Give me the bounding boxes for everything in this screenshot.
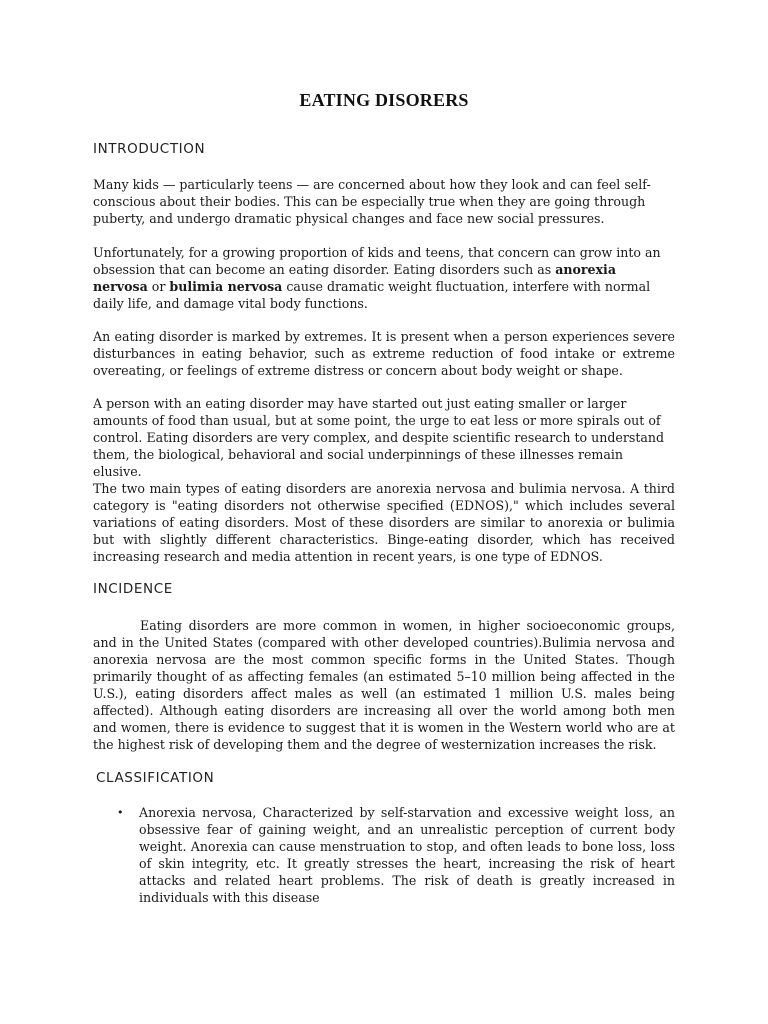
intro-paragraph-2-text-b: or <box>147 279 170 294</box>
intro-paragraph-2 <box>93 244 675 312</box>
intro-paragraph-2-text-c: cause dramatic weight fluctuation, interfere with normal daily life, and damage vital body functions. <box>93 279 651 311</box>
term-bulimia-nervosa: bulimia nervosa <box>169 279 283 294</box>
list-item <box>93 804 675 906</box>
incidence-paragraph: Eating disorders are more common in women, in higher socioeconomic groups, and in the United States (compared with other developed countries).Bulimia nervosa and anorexia nervosa are the most common specific forms in the United States. Though primarily thought of as affecting females (an estimated 5–10 million being affected in the U.S.), eating disorders affect males as well (an estimated 1 million U.S. males being affected). Although eating disorders are increasing all over the world among both men and women, there is evidence to suggest that it is women in the Western world who are at the highest risk of developing them and the degree of westernization increases the risk. <box>93 618 675 752</box>
intro-paragraph-4: A person with an eating disorder may have started out just eating smaller or larger amounts of food than usual, but at some point, the urge to eat less or more spirals out of control. Eating disorders are very complex, and despite scientific research to understand them, the biological, behavioral and social underpinnings of these illnesses remain elusive. <box>93 396 665 479</box>
intro-paragraph-1: Many kids — particularly teens — are concerned about how they look and can feel self-conscious about their bodies. This can be especially true when they are going through puberty, and undergo dramatic physical changes and face new social pressures. <box>93 177 651 226</box>
intro-paragraph-2-text-a: Unfortunately, for a growing proportion of kids and teens, that concern can grow into an obsession that can become an eating disorder. Eating disorders such as <box>93 245 661 277</box>
classification-list <box>93 804 675 906</box>
heading-introduction: INTRODUCTION <box>93 141 206 157</box>
heading-classification: CLASSIFICATION <box>96 770 215 786</box>
term-anorexia-nervosa: anorexia nervosa <box>93 262 617 294</box>
heading-incidence: INCIDENCE <box>93 581 173 597</box>
list-item-text: Anorexia nervosa, Characterized by self-starvation and excessive weight loss, an obsessive fear of gaining weight, and an unrealistic perception of current body weight. Anorexia can cause menstruation to stop, and often leads to bone loss, loss of skin integrity, etc. It greatly stresses the heart, increasing the risk of heart attacks and related heart problems. The risk of death is greatly increased in individuals with this disease <box>139 805 675 905</box>
document-title: EATING DISORERS <box>299 90 469 110</box>
intro-paragraph-3: An eating disorder is marked by extremes. It is present when a person experiences severe disturbances in eating behavior, such as extreme reduction of food intake or extreme overeating, or feelings of extreme distress or concern about body weight or shape. <box>93 329 675 378</box>
intro-paragraph-5: The two main types of eating disorders are anorexia nervosa and bulimia nervosa. A third category is "eating disorders not otherwise specified (EDNOS)," which includes several variations of eating disorders. Most of these disorders are similar to anorexia or bulimia but with slightly different characteristics. Binge-eating disorder, which has received increasing research and media attention in recent years, is one type of EDNOS. <box>93 481 675 564</box>
bullet-icon: • <box>117 806 124 819</box>
